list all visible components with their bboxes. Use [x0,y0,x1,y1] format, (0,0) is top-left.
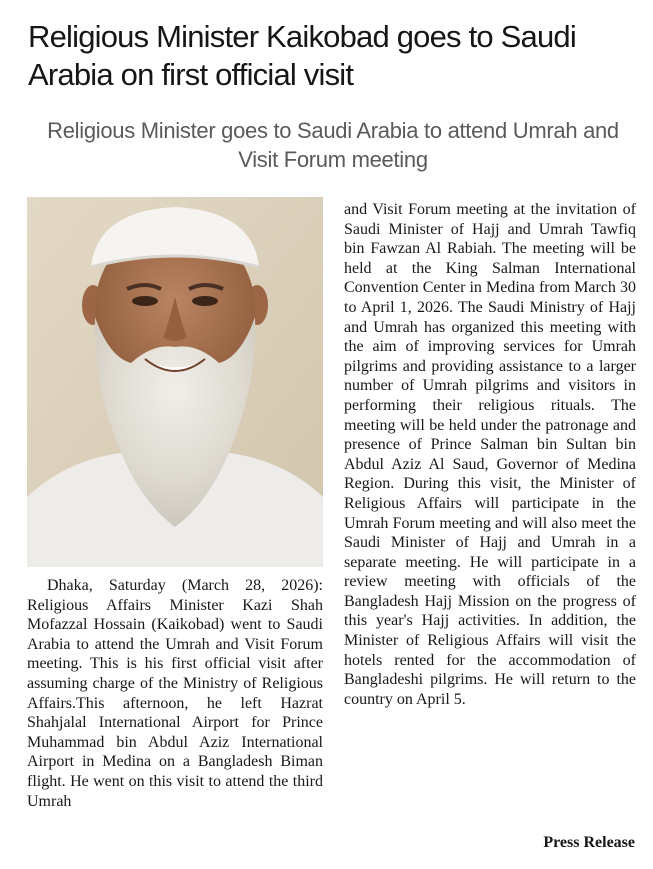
press-release-credit: Press Release [543,834,635,851]
headline: Religious Minister Kaikobad goes to Saudi Arabia on first official visit [28,19,576,92]
article-body-column-right: and Visit Forum meeting at the invitation of Saudi Minister of Hajj and Umrah Tawfiq bin Fawzan Al Rabiah. The meeting will be held at the King Salman International Convention Center in Medina from March 30 to April 1, 2026. The Saudi Ministry of Hajj and Umrah has organized this meeting with the aim of improving services for Umrah pilgrims and providing assistance to a larger number of Umrah pilgrims and visitors in performing their religious rituals. The meeting will be held under the patronage and presence of Prince Salman bin Sultan bin Abdul Aziz Al Saud, Governor of Medina Region. During this visit, the Minister of Religious Affairs will participate in the Umrah Forum meeting and will also meet the Saudi Minister of Hajj and Umrah in a separate meeting. He will participate in a review meeting with officials of the Bangladesh Hajj Mission on the progress of this year's Hajj activities. In addition, the Minister of Religious Affairs will visit the hotels rented for the accommodation of Bangladeshi pilgrims. He will return to the country on April 5. [344,201,636,708]
article-body-column-left: Dhaka, Saturday (March 28, 2026): Religious Affairs Minister Kazi Shah Mofazzal Hossain (Kaikobad) went to Saudi Arabia to attend the Umrah and Visit Forum meeting. This is his first official visit after assuming charge of the Ministry of Religious Affairs.This afternoon, he left Hazrat Shahjalal International Airport for Prince Muhammad bin Abdul Aziz International Airport in Medina on a Bangladesh Biman flight. He went on this visit to attend the third Umrah [27,577,323,810]
subheadline: Religious Minister goes to Saudi Arabia to attend Umrah and Visit Forum meeting [47,118,619,172]
minister-portrait-photo [27,197,323,567]
